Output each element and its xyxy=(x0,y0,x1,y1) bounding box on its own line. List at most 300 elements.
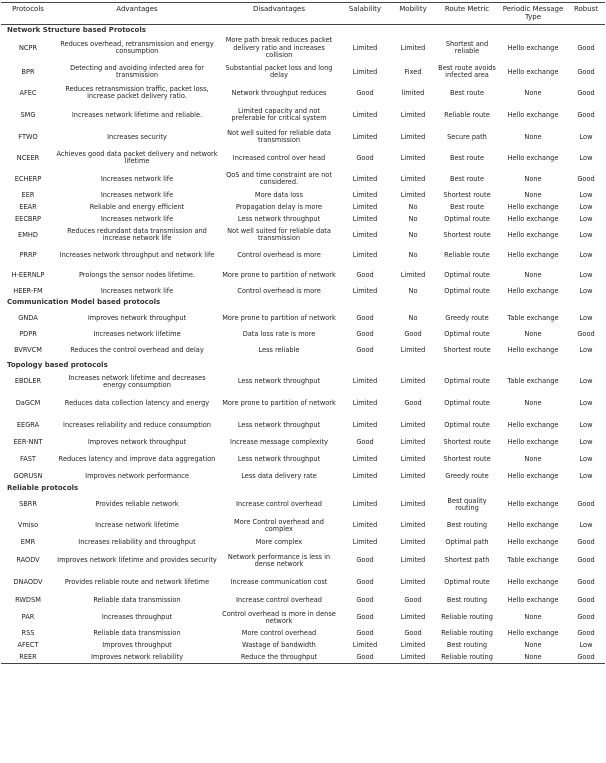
table-cell: Good xyxy=(404,629,422,638)
table-row xyxy=(1,471,605,483)
table-cell: Not well suited for reliable data transmission xyxy=(227,227,331,243)
table-cell: Low xyxy=(579,214,593,223)
table-cell: Limited xyxy=(352,472,378,481)
table-cell: Optimal route xyxy=(444,377,490,386)
table-cell: Limited xyxy=(400,472,426,481)
table-row xyxy=(1,189,605,201)
table-cell: HEER-FM xyxy=(13,286,43,295)
table-row xyxy=(1,340,605,360)
table-row xyxy=(1,628,605,640)
protocol-comparison-table xyxy=(1,2,605,664)
table-cell: Low xyxy=(579,202,593,211)
table-cell: QoS and time constraint are not considered. xyxy=(226,171,332,187)
table-cell: Hello exchange xyxy=(507,110,559,119)
table-row xyxy=(1,103,605,127)
table-cell: Reliable data transmission xyxy=(93,596,181,605)
table-cell: None xyxy=(524,174,542,183)
table-cell: Propagation delay is more xyxy=(235,202,323,211)
table-cell: None xyxy=(524,270,542,279)
table-cell: Shortest route xyxy=(443,345,491,354)
table-cell: Increases network life xyxy=(100,214,174,223)
table-cell: FAST xyxy=(20,455,36,464)
table-row xyxy=(1,608,605,628)
table-cell: PRRP xyxy=(19,250,37,259)
table-cell: Limited xyxy=(400,500,426,509)
table-cell: Low xyxy=(579,132,593,141)
table-cell: Best route avoids infected area xyxy=(438,64,496,80)
col-mobility: Mobility xyxy=(399,5,427,13)
table-cell: Low xyxy=(579,286,593,295)
table-cell: Good xyxy=(404,596,422,605)
table-cell: Good xyxy=(404,399,422,408)
table-cell: Hello exchange xyxy=(507,153,559,162)
table-cell: Hello exchange xyxy=(507,421,559,430)
table-cell: More control overhead xyxy=(241,629,317,638)
table-cell: Shortest route xyxy=(443,230,491,239)
table-cell: REER xyxy=(19,653,37,662)
table-cell: NCEER xyxy=(16,153,40,162)
table-cell: Good xyxy=(356,556,374,565)
section-row xyxy=(1,24,605,35)
table-cell: Limited xyxy=(400,43,426,52)
table-cell: Best quality routing xyxy=(447,496,487,512)
table-cell: Increases network life xyxy=(100,190,174,199)
table-cell: Good xyxy=(577,556,595,565)
section-title: Topology based protocols xyxy=(7,361,108,370)
table-cell: Limited xyxy=(352,214,378,223)
table-cell: Limited xyxy=(400,270,426,279)
table-row xyxy=(1,572,605,594)
table-cell: DNAODV xyxy=(13,578,43,587)
table-cell: Reliable routing xyxy=(441,629,493,638)
table-cell: Reduces redundant data transmission and increase network life xyxy=(67,227,207,243)
table-cell: Hello exchange xyxy=(507,629,559,638)
table-cell: Good xyxy=(356,88,374,97)
section-row xyxy=(1,360,605,371)
table-cell: Best route xyxy=(449,153,485,162)
table-row xyxy=(1,371,605,393)
table-cell: Good xyxy=(577,596,595,605)
table-cell: Good xyxy=(356,613,374,622)
table-cell: Low xyxy=(579,313,593,322)
table-row xyxy=(1,550,605,572)
table-cell: Increases network life xyxy=(100,174,174,183)
table-cell: Increase message complexity xyxy=(230,438,328,447)
table-cell: Good xyxy=(577,88,595,97)
table-cell: Limited xyxy=(400,438,426,447)
table-cell: Good xyxy=(356,313,374,322)
table-cell: Limited xyxy=(352,110,378,119)
table-row xyxy=(1,147,605,169)
table-cell: AFEC xyxy=(19,88,37,97)
table-cell: Optimal route xyxy=(444,270,490,279)
table-cell: None xyxy=(524,613,542,622)
table-cell: Increases network life xyxy=(100,286,174,295)
col-periodic-message-type: Periodic Message Type xyxy=(502,5,564,21)
table-cell: Less data delivery rate xyxy=(241,472,317,481)
table-cell: Hello exchange xyxy=(507,202,559,211)
table-cell: Greedy route xyxy=(445,472,489,481)
table-cell: Limited xyxy=(400,641,426,650)
table-cell: RSS xyxy=(21,629,35,638)
table-cell: Improves network performance xyxy=(85,472,189,481)
table-cell: Limited xyxy=(352,67,378,76)
table-row xyxy=(1,393,605,415)
table-cell: EBDLER xyxy=(14,377,42,386)
table-cell: Low xyxy=(579,399,593,408)
table-cell: Hello exchange xyxy=(507,596,559,605)
table-row xyxy=(1,265,605,285)
table-row xyxy=(1,328,605,340)
table-cell: RWDSM xyxy=(15,596,41,605)
table-cell: Limited xyxy=(400,613,426,622)
table-cell: Good xyxy=(356,329,374,338)
col-route-metric: Route Metric xyxy=(444,5,490,13)
table-row xyxy=(1,536,605,550)
table-cell: Reduces overhead, retransmission and energy consumption xyxy=(60,40,214,56)
table-cell: Limited xyxy=(400,153,426,162)
table-cell: Less network throughput xyxy=(237,377,321,386)
table-cell: Limited xyxy=(352,190,378,199)
table-cell: No xyxy=(408,286,418,295)
table-row xyxy=(1,415,605,437)
table-cell: PAR xyxy=(21,613,35,622)
table-cell: Provides reliable route and network lifetime xyxy=(64,578,210,587)
table-cell: Table exchange xyxy=(507,377,559,386)
table-cell: More data loss xyxy=(254,190,304,199)
table-cell: Best route xyxy=(449,202,485,211)
table-cell: Increases reliability and reduce consumption xyxy=(63,421,211,430)
table-cell: Limited xyxy=(352,202,378,211)
table-cell: Table exchange xyxy=(507,313,559,322)
table-cell: Hello exchange xyxy=(507,438,559,447)
table-cell: Hello exchange xyxy=(507,230,559,239)
table-cell: Substantial packet loss and long delay xyxy=(225,64,333,80)
table-cell: Increase control overhead xyxy=(235,596,322,605)
table-cell: Increased control over head xyxy=(232,153,326,162)
table-cell: Network throughput reduces xyxy=(231,88,327,97)
table-cell: Limited xyxy=(400,578,426,587)
table-cell: More prone to partition of network xyxy=(222,313,336,322)
table-cell: Best routing xyxy=(446,521,488,530)
table-cell: Limited xyxy=(352,377,378,386)
table-cell: Low xyxy=(579,270,593,279)
table-row xyxy=(1,169,605,189)
table-cell: Shortest route xyxy=(443,190,491,199)
table-cell: Low xyxy=(579,190,593,199)
table-cell: Improves network throughput xyxy=(87,313,187,322)
table-cell: Wastage of bandwidth xyxy=(242,641,316,650)
table-cell: Limited xyxy=(352,174,378,183)
table-cell: Good xyxy=(577,538,595,547)
table-cell: FTWO xyxy=(18,132,38,141)
table-cell: H-EERNLP xyxy=(11,270,45,279)
table-row xyxy=(1,35,605,61)
table-cell: Low xyxy=(579,250,593,259)
table-cell: Limited xyxy=(400,132,426,141)
col-disadvantages: Disadvantages xyxy=(252,5,305,13)
col-salability: Salability xyxy=(348,5,382,13)
table-cell: Best routing xyxy=(446,596,488,605)
section-row xyxy=(1,297,605,308)
table-cell: Optimal route xyxy=(444,329,490,338)
table-cell: Fixed xyxy=(404,67,422,76)
table-cell: EMR xyxy=(20,538,36,547)
table-cell: Reliable routing xyxy=(441,653,493,662)
table-cell: Hello exchange xyxy=(507,345,559,354)
table-cell: Low xyxy=(579,153,593,162)
table-row xyxy=(1,652,605,664)
table-cell: None xyxy=(524,399,542,408)
table-cell: Optimal route xyxy=(444,421,490,430)
table-cell: Limited xyxy=(352,500,378,509)
table-cell: Limited xyxy=(352,455,378,464)
table-cell: Hello exchange xyxy=(507,521,559,530)
table-row xyxy=(1,516,605,536)
table-cell: Limited xyxy=(400,556,426,565)
table-cell: Reduces latency and improve data aggregation xyxy=(58,455,216,464)
table-cell: Good xyxy=(356,270,374,279)
table-row xyxy=(1,225,605,245)
table-row xyxy=(1,285,605,297)
table-cell: Limited xyxy=(400,174,426,183)
table-cell: Good xyxy=(577,500,595,509)
table-cell: Optimal route xyxy=(444,578,490,587)
table-cell: PDPR xyxy=(19,329,37,338)
table-cell: GNDA xyxy=(18,313,38,322)
table-cell: Reduces data collection latency and energy xyxy=(64,399,210,408)
table-cell: None xyxy=(524,641,542,650)
table-cell: Good xyxy=(356,153,374,162)
table-cell: Increases network lifetime and decreases energy consumption xyxy=(68,373,206,390)
table-cell: limited xyxy=(401,88,425,97)
table-row xyxy=(1,245,605,265)
table-row xyxy=(1,494,605,516)
table-cell: Reduces retransmission traffic, packet loss, increase packet delivery ratio. xyxy=(65,85,209,101)
table-cell: No xyxy=(408,202,418,211)
table-cell: Vmiso xyxy=(17,521,39,530)
table-cell: Increases network lifetime xyxy=(93,329,181,338)
table-cell: None xyxy=(524,132,542,141)
table-cell: Not well suited for reliable data transmission xyxy=(227,129,331,145)
table-cell: Good xyxy=(577,613,595,622)
table-cell: Hello exchange xyxy=(507,472,559,481)
table-cell: Good xyxy=(577,329,595,338)
table-cell: Increases network lifetime and reliable. xyxy=(71,110,203,119)
table-row xyxy=(1,449,605,471)
table-cell: Optimal route xyxy=(444,286,490,295)
table-cell: Good xyxy=(356,578,374,587)
table-cell: No xyxy=(408,250,418,259)
table-cell: Secure path xyxy=(447,132,487,141)
table-cell: DaGCM xyxy=(15,399,41,408)
table-cell: Limited xyxy=(400,110,426,119)
table-row xyxy=(1,437,605,449)
table-row xyxy=(1,640,605,652)
table-row xyxy=(1,61,605,83)
section-title: Communication Model based protocols xyxy=(7,298,161,307)
table-cell: Achieves good data packet delivery and network lifetime xyxy=(56,150,218,166)
table-cell: Good xyxy=(577,67,595,76)
table-cell: Greedy route xyxy=(445,313,489,322)
table-cell: BVRVCM xyxy=(14,345,42,354)
table-cell: Low xyxy=(579,521,593,530)
table-cell: Data loss rate is more xyxy=(242,329,316,338)
table-cell: Increases security xyxy=(107,132,167,141)
table-cell: Control overhead is more xyxy=(237,250,321,259)
table-cell: Reduce the throughput xyxy=(240,653,318,662)
table-cell: AFECT xyxy=(17,641,39,650)
table-cell: EEAR xyxy=(19,202,37,211)
table-cell: Limited xyxy=(352,399,378,408)
table-cell: Limited xyxy=(352,538,378,547)
table-cell: Limited xyxy=(400,345,426,354)
table-cell: Good xyxy=(356,345,374,354)
table-cell: Hello exchange xyxy=(507,250,559,259)
table-row xyxy=(1,308,605,328)
table-cell: Low xyxy=(579,438,593,447)
table-cell: ECHERP xyxy=(14,174,42,183)
col-advantages: Advantages xyxy=(116,5,158,13)
table-cell: Increases throughput xyxy=(101,613,173,622)
table-cell: EER xyxy=(21,190,35,199)
table-cell: Low xyxy=(579,421,593,430)
section-title: Network Structure based Protocols xyxy=(7,25,146,34)
table-cell: EER-NNT xyxy=(13,438,43,447)
table-cell: None xyxy=(524,455,542,464)
section-title: Reliable protocols xyxy=(7,484,79,493)
table-row xyxy=(1,201,605,213)
table-cell: Shortest route xyxy=(443,438,491,447)
table-cell: Good xyxy=(577,174,595,183)
table-cell: Increases network throughput and network life xyxy=(59,250,215,259)
table-cell: Hello exchange xyxy=(507,578,559,587)
table-cell: Limited xyxy=(352,641,378,650)
table-cell: Limited xyxy=(400,190,426,199)
col-protocols: Protocols xyxy=(12,5,44,13)
table-cell: Good xyxy=(577,578,595,587)
table-cell: No xyxy=(408,313,418,322)
table-cell: Detecting and avoiding infected area for transmission xyxy=(70,64,204,80)
table-cell: Limited xyxy=(352,230,378,239)
table-cell: Shortest route xyxy=(443,455,491,464)
table-cell: Reliable and energy efficient xyxy=(89,202,185,211)
table-cell: Best route xyxy=(449,174,485,183)
table-cell: Reduces the control overhead and delay xyxy=(70,345,204,354)
table-cell: Increase control overhead xyxy=(235,500,322,509)
table-cell: Low xyxy=(579,377,593,386)
table-cell: Good xyxy=(356,596,374,605)
table-cell: Less reliable xyxy=(258,345,300,354)
table-cell: Good xyxy=(577,629,595,638)
table-cell: Improves network lifetime and provides security xyxy=(57,556,217,565)
col-robust: Robust xyxy=(573,5,599,13)
table-cell: None xyxy=(524,653,542,662)
table-cell: Limited xyxy=(352,250,378,259)
table-cell: None xyxy=(524,329,542,338)
table-cell: More path break reduces packet delivery ratio and increases collision xyxy=(225,36,333,60)
table-cell: NCPR xyxy=(18,43,38,52)
table-cell: Limited xyxy=(352,521,378,530)
table-cell: EMHD xyxy=(18,230,38,239)
table-row xyxy=(1,213,605,225)
table-cell: SMG xyxy=(20,110,36,119)
table-cell: Hello exchange xyxy=(507,286,559,295)
table-cell: Limited xyxy=(400,421,426,430)
table-cell: Hello exchange xyxy=(507,500,559,509)
table-cell: Table exchange xyxy=(507,556,559,565)
table-cell: Control overhead is more xyxy=(237,286,321,295)
table-cell: RAODV xyxy=(16,556,40,565)
table-cell: Good xyxy=(356,629,374,638)
table-cell: Limited capacity and not preferable for critical system xyxy=(231,107,327,123)
table-cell: None xyxy=(524,88,542,97)
table-cell: Good xyxy=(404,329,422,338)
table-cell: EECBRP xyxy=(14,214,42,223)
table-cell: Limited xyxy=(400,455,426,464)
table-cell: Limited xyxy=(352,421,378,430)
table-cell: Less network throughput xyxy=(237,421,321,430)
table-cell: No xyxy=(408,214,418,223)
table-cell: No xyxy=(408,230,418,239)
table-cell: Hello exchange xyxy=(507,538,559,547)
table-cell: Good xyxy=(577,110,595,119)
table-cell: Network performance is less in dense network xyxy=(227,552,331,568)
table-cell: Limited xyxy=(400,521,426,530)
table-cell: Low xyxy=(579,455,593,464)
table-cell: Limited xyxy=(400,653,426,662)
table-cell: More prone to partition of network xyxy=(222,399,336,408)
table-cell: More Control overhead and complex xyxy=(234,517,324,533)
table-cell: Good xyxy=(356,438,374,447)
table-cell: Low xyxy=(579,345,593,354)
table-cell: Limited xyxy=(352,132,378,141)
table-row xyxy=(1,83,605,103)
table-cell: GORUSN xyxy=(13,472,43,481)
table-cell: Hello exchange xyxy=(507,214,559,223)
table-cell: Increases reliability and throughput xyxy=(78,538,196,547)
table-cell: Best routing xyxy=(446,641,488,650)
table-cell: Reliable route xyxy=(444,110,490,119)
table-cell: Limited xyxy=(352,43,378,52)
table-cell: Good xyxy=(577,653,595,662)
table-cell: Increase network lifetime xyxy=(95,521,179,530)
table-cell: Low xyxy=(579,472,593,481)
table-cell: Best route xyxy=(449,88,485,97)
header-row xyxy=(1,3,605,25)
table-cell: Limited xyxy=(400,538,426,547)
table-cell: Improves network throughput xyxy=(87,438,187,447)
table-row xyxy=(1,594,605,608)
table-cell: Reliable routing xyxy=(441,613,493,622)
table-cell: None xyxy=(524,190,542,199)
table-cell: Limited xyxy=(400,377,426,386)
table-cell: Improves network reliability xyxy=(90,653,183,662)
table-cell: EEGRA xyxy=(16,421,40,430)
table-cell: Hello exchange xyxy=(507,43,559,52)
table-cell: Provides reliable network xyxy=(95,500,179,509)
table-cell: BPR xyxy=(21,67,35,76)
table-cell: Reliable data transmission xyxy=(93,629,181,638)
table-cell: Improves throughput xyxy=(102,641,172,650)
table-cell: Shortest path xyxy=(444,556,490,565)
table-cell: Good xyxy=(356,653,374,662)
table-cell: Limited xyxy=(352,286,378,295)
table-cell: Shortest and reliable xyxy=(445,40,489,56)
table-cell: Less network throughput xyxy=(237,214,321,223)
table-row xyxy=(1,127,605,147)
table-cell: More prone to partition of network xyxy=(222,270,336,279)
